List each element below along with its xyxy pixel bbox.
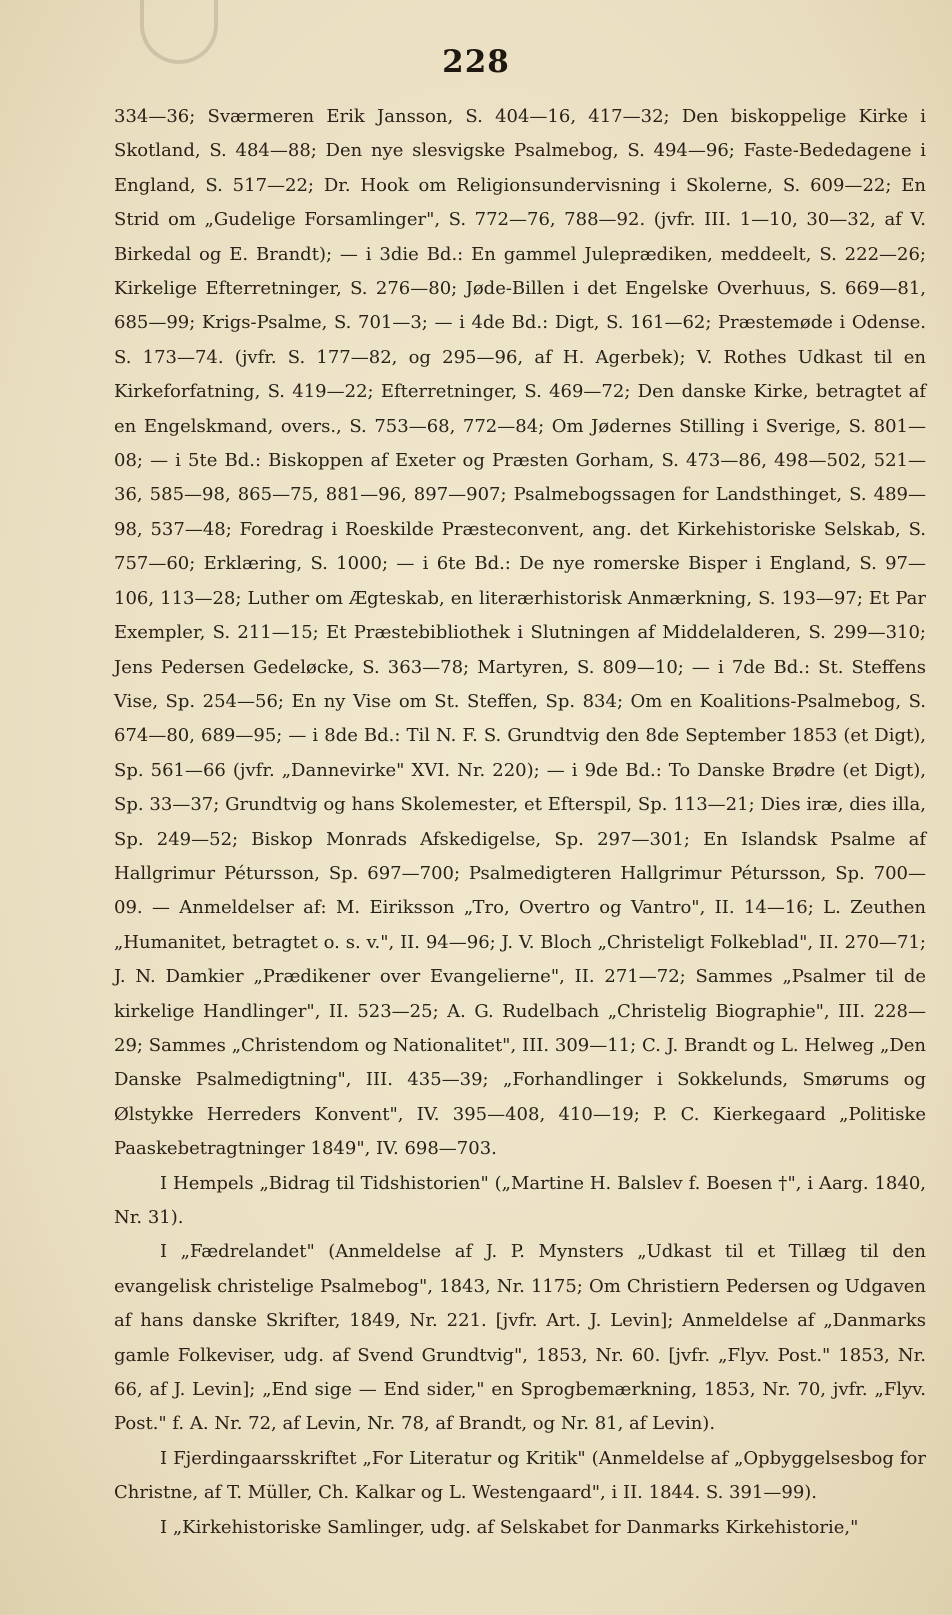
paragraph-bibliography-continued: 334—36; Sværmeren Erik Jansson, S. 404—16, 417—32; Den biskoppelige Kirke i Skotland, S. 484—88; Den nye slesvigske Psalmebog, S. 494—96; Faste-Bededagene i England, S. 517—22; Dr. Hook om Religionsundervisning i Skolerne, S. 609—22; En Strid om „Gudelige Forsamlinger", S. 772—76, 788—92. (jvfr. III. 1—10, 30—32, af V. Birkedal og E. Brandt); — i 3die Bd.: En gammel Juleprædiken, meddeelt, S. 222—26; Kirkelige Efterretninger, S. 276—80; Jøde-Billen i det Engelske Overhuus, S. 669—81, 685—99; Krigs-Psalme, S. 701—3; — i 4de Bd.: Digt, S. 161—62; Præstemøde i Odense. S. 173—74. (jvfr. S. 177—82, og 295—96, af H. Agerbek); V. Rothes Udkast til en Kirkeforfatning, S. 419—22; Efterretninger, S. 469—72; Den danske Kirke, betragtet af en Engelskmand, overs., S. 753—68, 772—84; Om Jødernes Stilling i Sverige, S. 801—08; — i 5te Bd.: Biskoppen af Exeter og Præsten Gorham, S. 473—86, 498—502, 521—36, 585—98, 865—75, 881—96, 897—907; Psalmebogssagen for Landsthinget, S. 489—98, 537—48; Foredrag i Roeskilde Præsteconvent, ang. det Kirkehistoriske Selskab, S. 757—60; Erklæring, S. 1000; — i 6te Bd.: De nye romerske Bisper i England, S. 97—106, 113—28; Luther om Ægteskab, en literærhistorisk Anmærkning, S. 193—97; Et Par Exempler, S. 211—15; Et Præstebibliothek i Slutningen af Middelalderen, S. 299—310; Jens Pedersen Gedeløcke, S. 363—78; Martyren, S. 809—10; — i 7de Bd.: St. Steffens Vise, Sp. 254—56; En ny Vise om St. Steffen, Sp. 834; Om en Koalitions-Psalmebog, S. 674—80, 689—95; — i 8de Bd.: Til N. F. S. Grundtvig den 8de September 1853 (et Digt), Sp. 561—66 (jvfr. „Dannevirke" XVI. Nr. 220); — i 9de Bd.: To Danske Brødre (et Digt), Sp. 33—37; Grundtvig og hans Skolemester, et Efterspil, Sp. 113—21; Dies iræ, dies illa, Sp. 249—52; Biskop Monrads Afskedigelse, Sp. 297—301; En Islandsk Psalme af Hallgrimur Pétursson, Sp. 697—700; Psalmedigteren Hallgrimur Pétursson, Sp. 700—09. — Anmeldelser af: M. Eiriksson „Tro, Overtro og Vantro", II. 14—16; L. Zeuthen „Humanitet, betragtet o. s. v.", II. 94—96; J. V. Bloch „Christeligt Folkeblad", II. 270—71; J. N. Damkier „Prædikener over Evangelierne", II. 271—72; Sammes „Psalmer til de kirkelige Handlinger", II. 523—25; A. G. Rudelbach „Christelig Biographie", III. 228—29; Sammes „Christendom og Nationalitet", III. 309—11; C. J. Brandt og L. Helweg „Den Danske Psalmedigtning", III. 435—39; „Forhandlinger i Sokkelunds, Smørums og Ølstykke Herreders Konvent", IV. 395—408, 410—19; P. C. Kierkegaard „Politiske Paaskebetragtninger 1849", IV. 698—703. (114, 106, 926, 1160)
paragraph-faedrelandet: I „Fædrelandet" (Anmeldelse af J. P. Mynsters „Udkast til et Tillæg til den evangelisk christelige Psalmebog", 1843, Nr. 1175; Om Christiern Pedersen og Udgaven af hans danske Skrifter, 1849, Nr. 221. [jvfr. Art. J. Levin]; Anmeldelse af „Danmarks gamle Folkeviser, udg. af Svend Grundtvig", 1853, Nr. 60. [jvfr. „Flyv. Post." 1853, Nr. 66, af J. Levin]; „End sige — End sider," en Sprogbemærkning, 1853, Nr. 70, jvfr. „Flyv. Post." f. A. Nr. 72, af Levin, Nr. 78, af Brandt, og Nr. 81, af Levin). (114, 1241, 926, 1435)
page-body (114, 100, 926, 1545)
page-number: 228 (442, 44, 510, 80)
paragraph-hempel: I Hempels „Bidrag til Tidshistorien" („Martine H. Balslev f. Boesen †", i Aarg. 1840, Nr. 31). (114, 1172, 926, 1228)
paragraph-kirkehistoriske-samlinger: I „Kirkehistoriske Samlinger, udg. af Selskabet for Danmarks Kirkehistorie," (160, 1516, 859, 1538)
paragraph-fjerdingaarsskriftet: I Fjerdingaarsskriftet „For Literatur og Kritik" (Anmeldelse af „Opbyggelsesbog for Christne, af T. Müller, Ch. Kalkar og L. Westengaard", i II. 1844. S. 391—99). (114, 1447, 926, 1504)
